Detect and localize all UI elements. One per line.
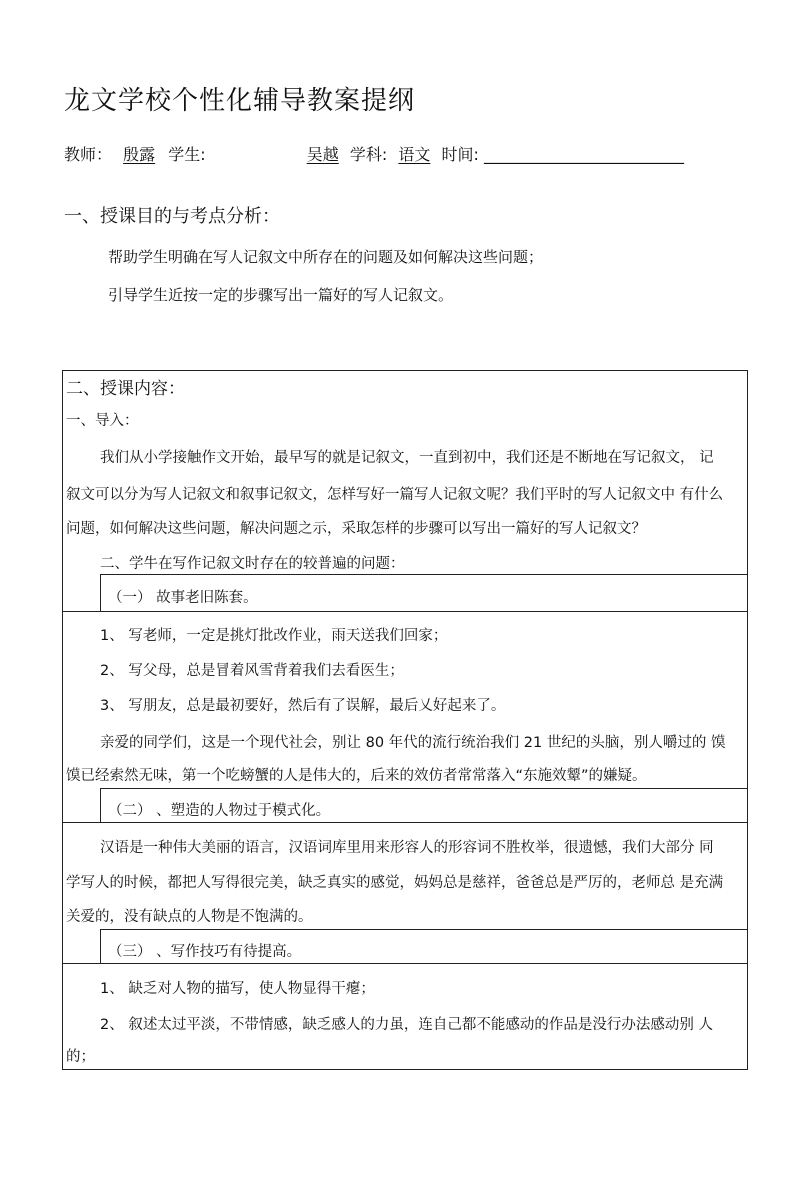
section2-heading: 二、授课内容： xyxy=(66,379,185,399)
intro-line-3: 问题，如何解决这些问题，解决问题之示，采取怎样的步骤可以写出一篇好的写人记叙文？ xyxy=(66,521,646,537)
divider xyxy=(100,574,101,611)
sub2-heading: （二） 、塑造的人物过于模式化。 xyxy=(108,803,331,819)
intro-line-1: 我们从小学接触作文开始，最早写的就是记叙文，一直到初中，我们还是不断地在写记叙文， 记 xyxy=(100,450,714,466)
time-blank: _________________________ xyxy=(483,145,684,164)
divider xyxy=(100,929,101,963)
student-name: 吴越 xyxy=(306,145,339,164)
section1-heading: 一、授课目的与考点分析： xyxy=(64,206,280,227)
sub3-heading: （三） 、写作技巧有待提高。 xyxy=(108,944,302,960)
intro-line-2: 叙文可以分为写人记叙文和叙事记叙文，怎样写好一篇写人记叙文呢？我们平时的写人记叙文中 有什么 xyxy=(66,487,724,503)
divider xyxy=(62,822,748,823)
divider xyxy=(100,788,748,789)
document-title: 龙文学校个性化辅导教案提纲 xyxy=(64,86,416,116)
time-label: 时间: xyxy=(441,145,479,164)
sub1-para-line-1: 亲爱的同学们，这是一个现代社会，别让 80 年代的流行统治我们 21 世纪的头脑，别人嚼过的 馍 xyxy=(100,735,726,751)
subject-name: 语文 xyxy=(398,145,431,164)
sub3-item-2: 2、 叙述太过平淡，不带情感，缺乏感人的力虽，连自己都不能感动的作品是没行办法感动别 人 xyxy=(100,1017,713,1033)
divider xyxy=(100,574,748,575)
sub2-para-line-3: 关爱的，没有缺点的人物是不饱满的。 xyxy=(66,909,313,925)
divider xyxy=(100,788,101,822)
section1-line-2: 引导学生近按一定的步骤写出一篇好的写人记叙文。 xyxy=(108,286,454,304)
sub1-para-line-2: 馍已经索然无味，第一个吃螃蟹的人是伟大的，后来的效仿者常常落入“东施效颦”的嫌疑。 xyxy=(66,768,647,784)
divider xyxy=(62,611,748,612)
teacher-name: 殷露 xyxy=(123,145,156,164)
sub3-tail: 的； xyxy=(66,1049,95,1065)
intro-label: 一、导入： xyxy=(66,413,139,429)
sub1-heading: （一） 故事老旧陈套。 xyxy=(108,590,258,606)
sub2-para-line-2: 学写人的时候，都把人写得很完美，缺乏真实的感觉，妈妈总是慈祥，爸爸总是严厉的，老师总 是充满 xyxy=(66,875,724,891)
divider xyxy=(62,963,748,964)
sub1-item-3: 3、 写朋友，总是最初要好，然后有了误解，最后乂好起来了。 xyxy=(100,698,506,714)
divider xyxy=(100,929,748,930)
content-box xyxy=(62,370,748,1070)
student-label: 学生: xyxy=(168,145,206,164)
sub1-item-2: 2、 写父母，总是冒着风雪背着我们去看医生； xyxy=(100,663,404,679)
sub1-item-1: 1、 写老师，一定是挑灯批改作业，雨天送我们回家； xyxy=(100,628,448,644)
section1-line-1: 帮助学生明确在写人记叙文中所存在的问题及如何解决这些问题； xyxy=(108,248,544,266)
teacher-label: 教师： xyxy=(64,145,113,164)
subject-label: 学科: xyxy=(349,145,388,164)
problems-heading: 二、学牛在写作记叙文时存在的较普遍的问题： xyxy=(100,556,405,572)
meta-line xyxy=(64,142,684,165)
sub2-para-line-1: 汉语是一种伟大美丽的语言，汉语词库里用来形容人的形容词不胜枚举，很遗憾，我们大部分 同 xyxy=(100,840,714,856)
sub3-item-1: 1、 缺乏对人物的描写，使人物显得干瘪； xyxy=(100,981,375,997)
